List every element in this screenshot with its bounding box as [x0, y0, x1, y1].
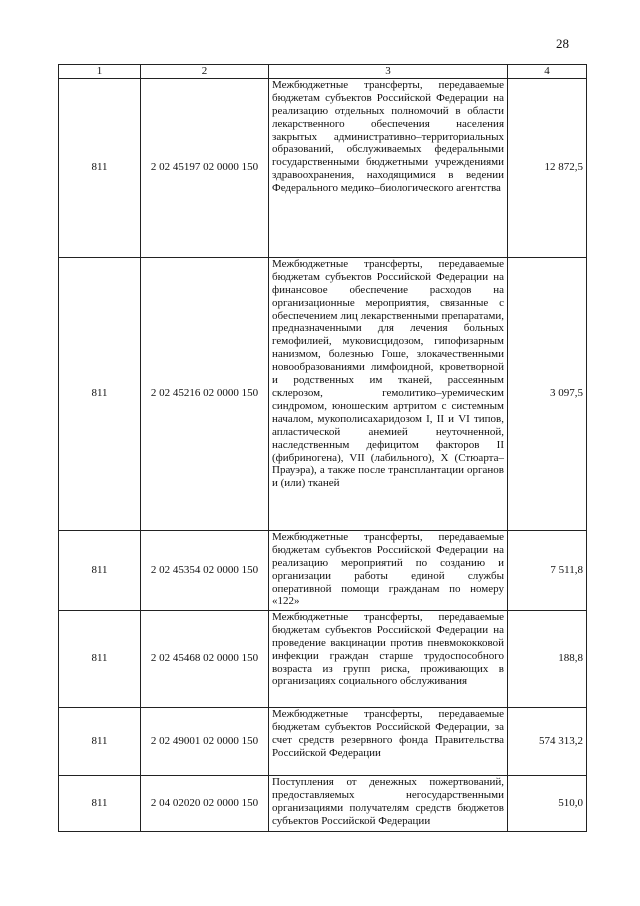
table-row	[59, 257, 587, 530]
amount-cell: 12 872,5	[508, 78, 587, 257]
header-row	[59, 65, 587, 79]
budget-code-cell: 2 04 02020 02 0000 150	[141, 775, 269, 831]
admin-code-cell: 811	[59, 530, 141, 610]
table-row	[59, 530, 587, 610]
table-row	[59, 775, 587, 831]
page-number: 28	[556, 36, 569, 51]
column-header-1: 1	[59, 65, 141, 79]
admin-code-cell: 811	[59, 775, 141, 831]
amount-cell: 188,8	[508, 610, 587, 707]
description-cell: Поступления от денежных пожертвований, предоставляемых негосударственными организациями получателям средств бюджетов субъектов Российской Федерации	[269, 775, 508, 831]
column-header-2: 2	[141, 65, 269, 79]
table-row	[59, 78, 587, 257]
admin-code-cell: 811	[59, 78, 141, 257]
column-header-3: 3	[269, 65, 508, 79]
budget-code-cell: 2 02 45354 02 0000 150	[141, 530, 269, 610]
budget-code-cell: 2 02 45197 02 0000 150	[141, 78, 269, 257]
budget-code-cell: 2 02 45468 02 0000 150	[141, 610, 269, 707]
budget-code-cell: 2 02 45216 02 0000 150	[141, 257, 269, 530]
amount-cell: 7 511,8	[508, 530, 587, 610]
admin-code-cell: 811	[59, 257, 141, 530]
budget-table	[58, 64, 587, 832]
admin-code-cell: 811	[59, 707, 141, 775]
amount-cell: 3 097,5	[508, 257, 587, 530]
admin-code-cell: 811	[59, 610, 141, 707]
description-cell: Межбюджетные трансферты, передаваемые бюджетам субъектов Российской Федерации на финансовое обеспечение расходов на организационные мероприятия, связанные с обеспечением лиц лекарственными препаратами, предназначенными для лечения больных гемофилией, муковисцидозом, гипофизарным нанизмом, болезнью Гоше, злокачественными новообразованиями лимфоидной, кроветворной и родственных им тканей, рассеянным склерозом, гемолитико–уремическим синдромом, юношеским артритом с системным началом, мукополисахаридозом I, II и VI типов, апластической анемией неуточненной, наследственным дефицитом факторов II (фибриногена), VII (лабильного), X (Стюарта–Прауэра), а также после трансплантации органов и (или) тканей	[269, 257, 508, 530]
budget-code-cell: 2 02 49001 02 0000 150	[141, 707, 269, 775]
column-header-4: 4	[508, 65, 587, 79]
table-row	[59, 707, 587, 775]
description-cell: Межбюджетные трансферты, передаваемые бюджетам субъектов Российской Федерации, за счет средств резервного фонда Правительства Российской Федерации	[269, 707, 508, 775]
description-cell: Межбюджетные трансферты, передаваемые бюджетам субъектов Российской Федерации на проведение вакцинации против пневмококковой инфекции граждан старше трудоспособного возраста из групп риска, проживающих в организациях социального обслуживания	[269, 610, 508, 707]
description-cell: Межбюджетные трансферты, передаваемые бюджетам субъектов Российской Федерации на реализацию мероприятий по созданию и организации работы единой службы оперативной помощи гражданам по номеру «122»	[269, 530, 508, 610]
amount-cell: 510,0	[508, 775, 587, 831]
description-cell: Межбюджетные трансферты, передаваемые бюджетам субъектов Российской Федерации на реализацию отдельных полномочий в области лекарственного обеспечения населения закрытых административно–территориальных образований, обслуживаемых федеральными государственными бюджетными учреждениями здравоохранения, находящимися в ведении Федерального медико–биологического агентства	[269, 78, 508, 257]
table-row	[59, 610, 587, 707]
amount-cell: 574 313,2	[508, 707, 587, 775]
